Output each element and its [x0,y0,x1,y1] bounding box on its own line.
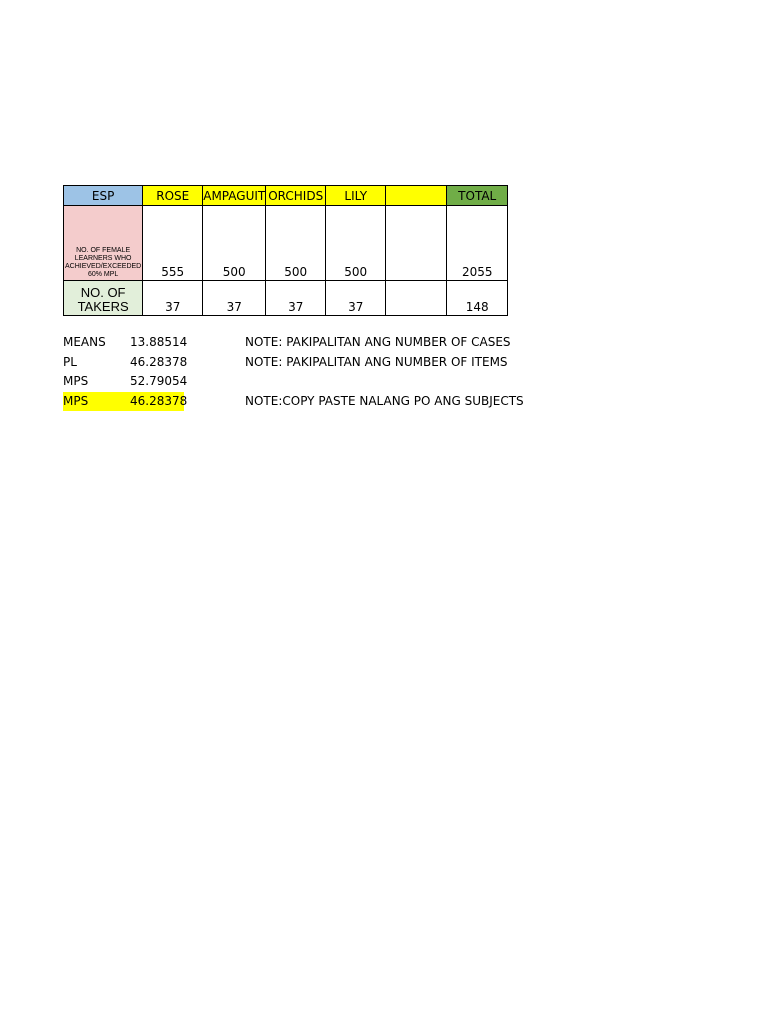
header-rose[interactable]: ROSE [143,186,203,206]
esp-table [63,185,508,316]
header-row [64,186,508,206]
cell-rose-takers[interactable]: 37 [143,281,203,316]
cell-ampaguit-takers[interactable]: 37 [203,281,266,316]
stat-label[interactable]: PL [63,354,77,369]
notes-block [245,333,524,411]
cell-total-takers[interactable]: 148 [447,281,508,316]
header-orchids[interactable]: ORCHIDS [266,186,326,206]
stat-value[interactable]: 52.79054 [130,374,188,388]
stat-value[interactable]: 46.28378 [130,393,188,408]
header-lily[interactable]: LILY [326,186,386,206]
header-total[interactable]: TOTAL [447,186,508,206]
cell-total-learners[interactable]: 2055 [447,206,508,281]
stat-row-mps [63,372,188,392]
note-empty[interactable] [245,372,524,392]
header-ampaguit[interactable]: AMPAGUIT [203,186,266,206]
stat-label[interactable]: MPS [63,393,89,408]
table-row [64,281,508,316]
stat-value[interactable]: 46.28378 [130,354,188,369]
cell-lily-takers[interactable]: 37 [326,281,386,316]
header-esp[interactable]: ESP [64,186,143,206]
cell-orchids-takers[interactable]: 37 [266,281,326,316]
stats-block [63,333,188,411]
cell-lily-learners[interactable]: 500 [326,206,386,281]
cell-empty-takers[interactable] [386,281,447,316]
header-empty[interactable] [386,186,447,206]
stat-row-pl [63,353,188,373]
row-label-female-learners[interactable]: NO. OF FEMALE LEARNERS WHO ACHIEVED/EXCEEDED 60% MPL [64,206,143,281]
stat-label[interactable]: MPS [63,374,89,388]
cell-ampaguit-learners[interactable]: 500 [203,206,266,281]
cell-rose-learners[interactable]: 555 [143,206,203,281]
note-subjects[interactable]: NOTE:COPY PASTE NALANG PO ANG SUBJECTS [245,393,524,408]
note-cases[interactable]: NOTE: PAKIPALITAN ANG NUMBER OF CASES [245,335,511,349]
stat-row-means [63,333,188,353]
stat-row-mps-highlighted [63,392,188,412]
row-label-takers[interactable]: NO. OF TAKERS [64,281,143,316]
note-items[interactable]: NOTE: PAKIPALITAN ANG NUMBER OF ITEMS [245,354,508,369]
cell-empty-learners[interactable] [386,206,447,281]
cell-orchids-learners[interactable]: 500 [266,206,326,281]
stat-label[interactable]: MEANS [63,335,106,349]
table-row [64,206,508,281]
stat-value[interactable]: 13.88514 [130,335,188,349]
